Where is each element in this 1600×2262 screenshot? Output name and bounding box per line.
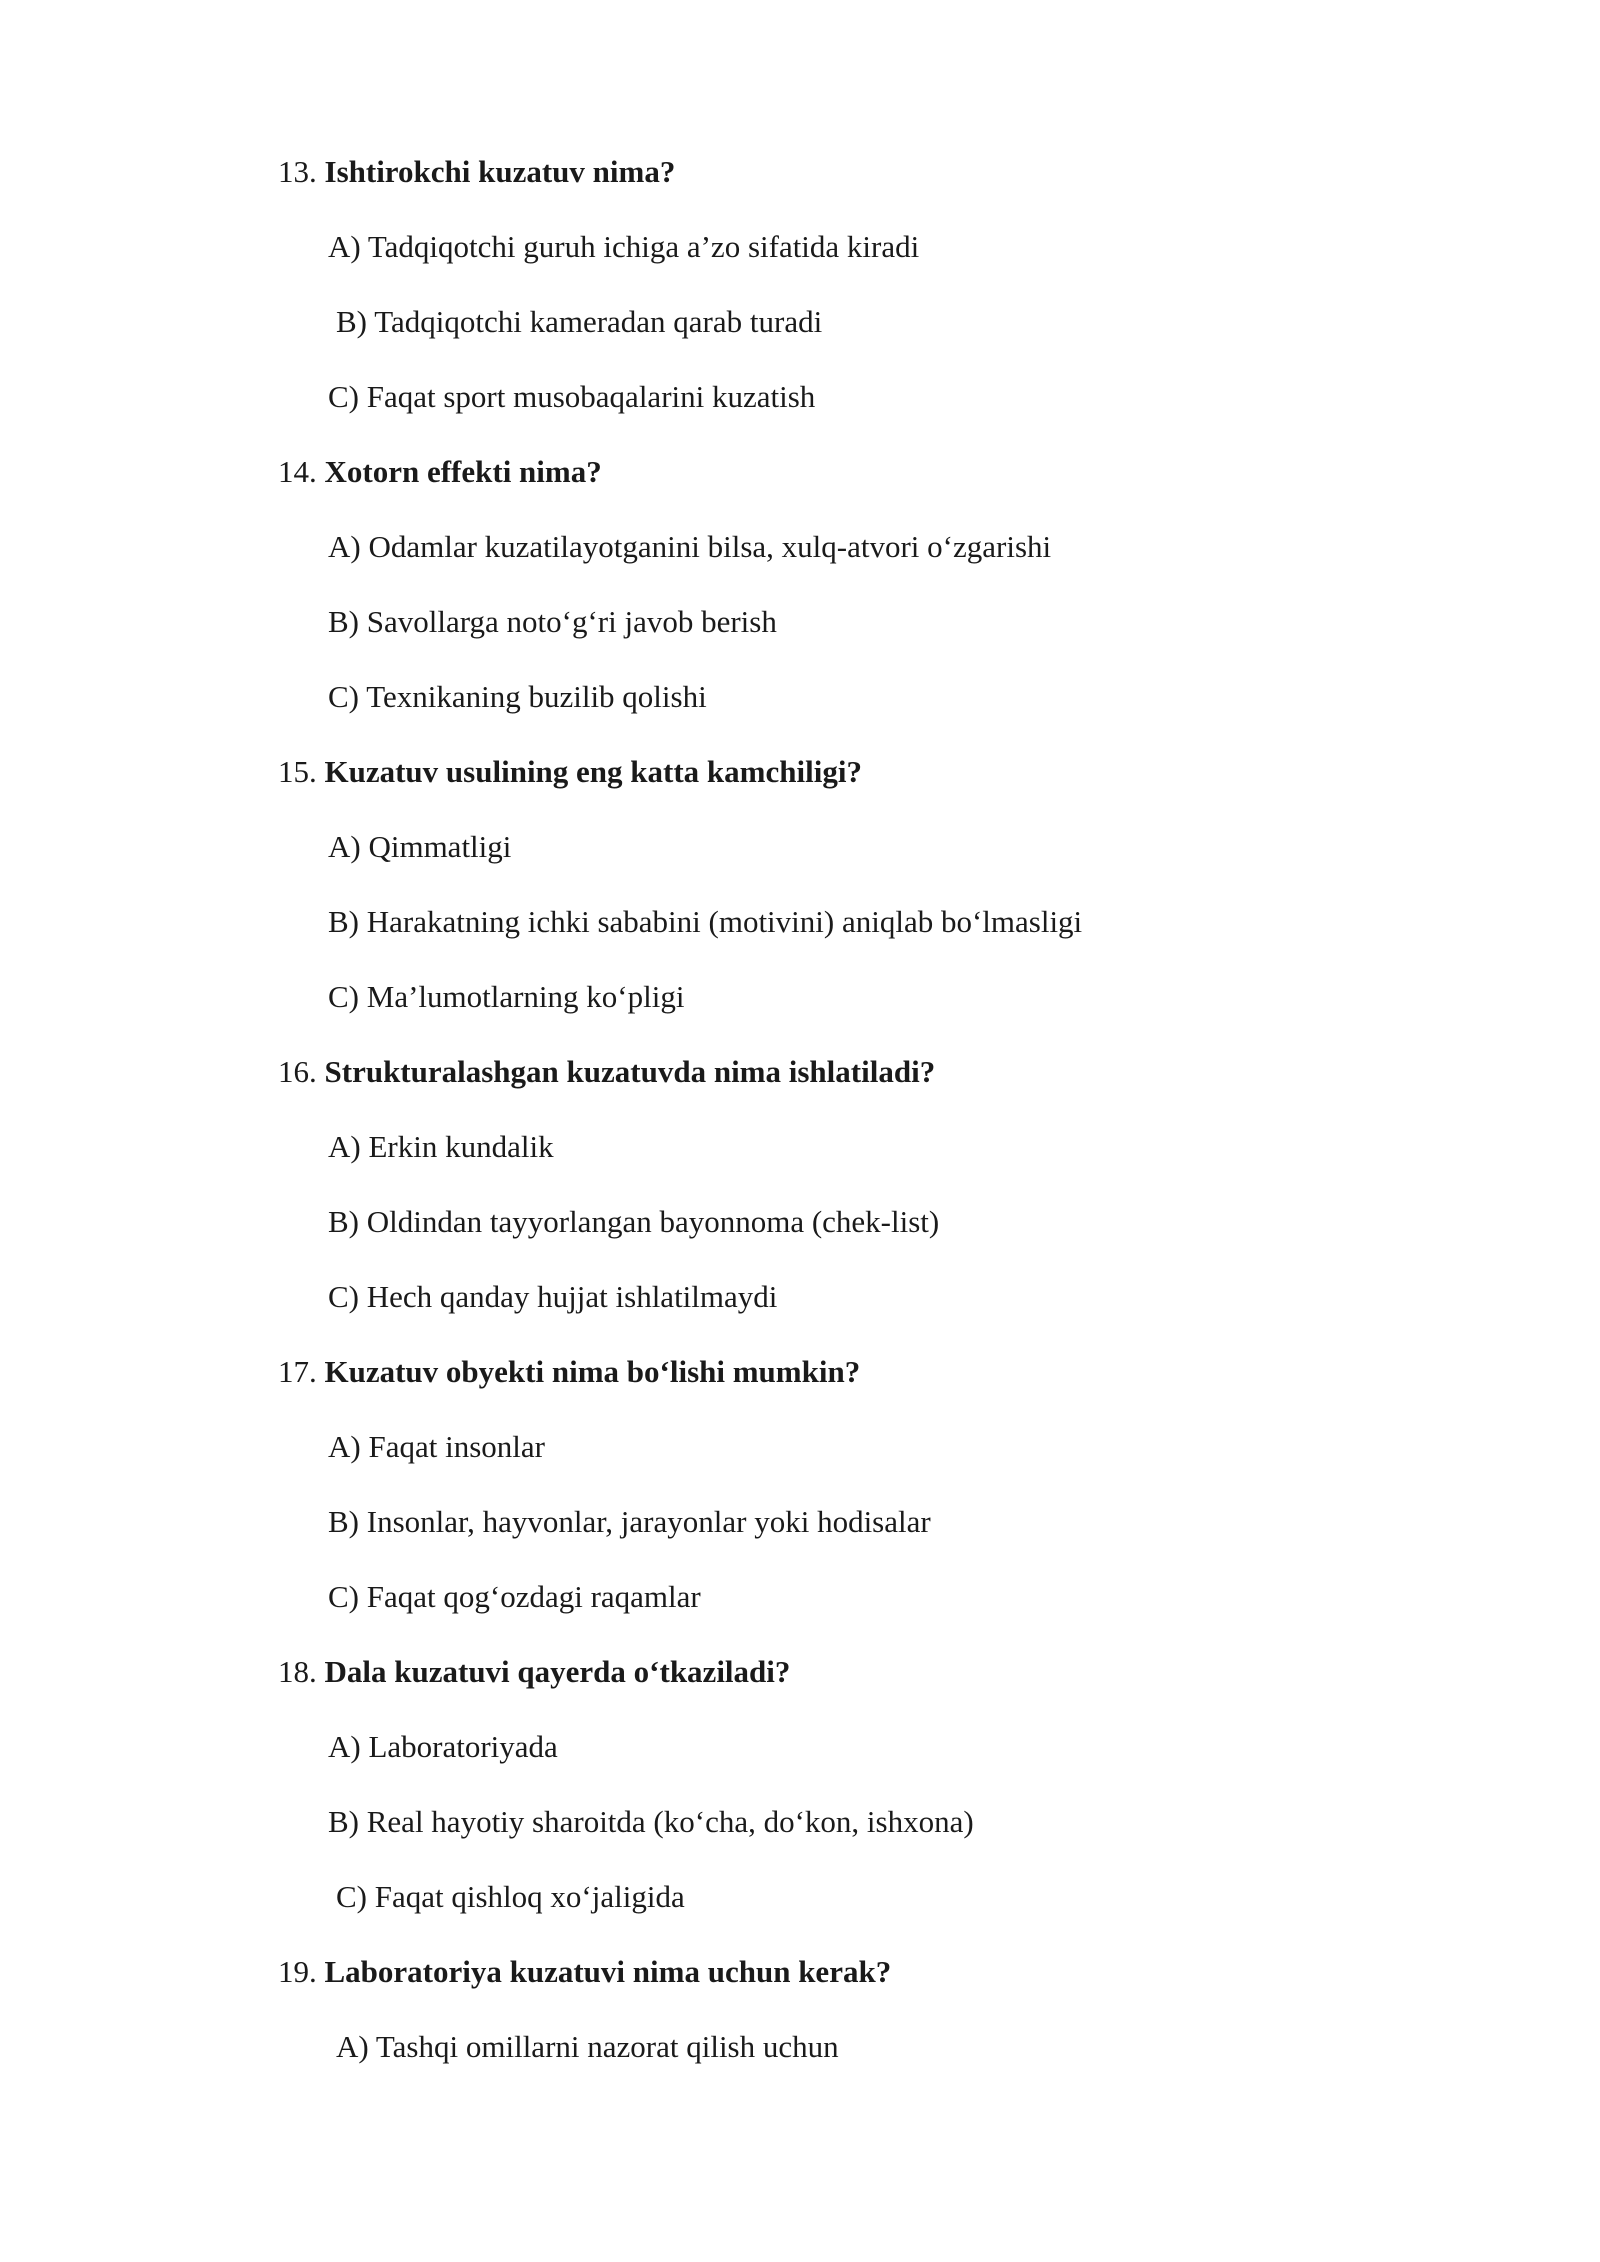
option-18-c: C) Faqat qishloq xo‘jaligida: [336, 1879, 685, 1914]
question-13: [278, 152, 675, 192]
option-16-b: B) Oldindan tayyorlangan bayonnoma (chek-list): [328, 1204, 940, 1239]
option-14-a: A) Odamlar kuzatilayotganini bilsa, xulq-atvori o‘zgarishi: [328, 529, 1052, 564]
question-15: [278, 752, 862, 792]
option-17-b: B) Insonlar, hayvonlar, jarayonlar yoki hodisalar: [328, 1504, 931, 1539]
question-number: 15.: [278, 754, 317, 789]
option-13-c: C) Faqat sport musobaqalarini kuzatish: [328, 379, 816, 414]
question-16: [278, 1052, 935, 1092]
question-17: [278, 1352, 860, 1392]
question-text: Kuzatuv usulining eng katta kamchiligi?: [324, 754, 862, 789]
question-text: Dala kuzatuvi qayerda o‘tkaziladi?: [324, 1654, 791, 1689]
option-13-b: B) Tadqiqotchi kameradan qarab turadi: [336, 304, 823, 339]
question-number: 16.: [278, 1054, 317, 1089]
option-15-a: A) Qimmatligi: [328, 829, 512, 864]
option-18-b: B) Real hayotiy sharoitda (ko‘cha, do‘kon, ishxona): [328, 1804, 974, 1839]
question-14: [278, 452, 602, 492]
option-15-c: C) Ma’lumotlarning ko‘pligi: [328, 979, 685, 1014]
option-13-a: A) Tadqiqotchi guruh ichiga a’zo sifatida kiradi: [328, 229, 920, 264]
question-18: [278, 1652, 790, 1692]
question-text: Strukturalashgan kuzatuvda nima ishlatiladi?: [324, 1054, 936, 1089]
option-17-a: A) Faqat insonlar: [328, 1429, 545, 1464]
question-19: [278, 1952, 891, 1992]
question-number: 14.: [278, 454, 317, 489]
question-number: 17.: [278, 1354, 317, 1389]
question-text: Laboratoriya kuzatuvi nima uchun kerak?: [324, 1954, 892, 1989]
option-19-a: A) Tashqi omillarni nazorat qilish uchun: [336, 2029, 839, 2064]
question-number: 18.: [278, 1654, 317, 1689]
question-number: 19.: [278, 1954, 317, 1989]
option-17-c: C) Faqat qog‘ozdagi raqamlar: [328, 1579, 701, 1614]
question-text: Ishtirokchi kuzatuv nima?: [324, 154, 676, 189]
option-15-b: B) Harakatning ichki sababini (motivini) aniqlab bo‘lmasligi: [328, 904, 1083, 939]
question-text: Xotorn effekti nima?: [324, 454, 602, 489]
option-14-b: B) Savollarga noto‘g‘ri javob berish: [328, 604, 777, 639]
question-text: Kuzatuv obyekti nima bo‘lishi mumkin?: [324, 1354, 861, 1389]
option-16-c: C) Hech qanday hujjat ishlatilmaydi: [328, 1279, 778, 1314]
option-18-a: A) Laboratoriyada: [328, 1729, 558, 1764]
option-16-a: A) Erkin kundalik: [328, 1129, 554, 1164]
option-14-c: C) Texnikaning buzilib qolishi: [328, 679, 707, 714]
question-number: 13.: [278, 154, 317, 189]
